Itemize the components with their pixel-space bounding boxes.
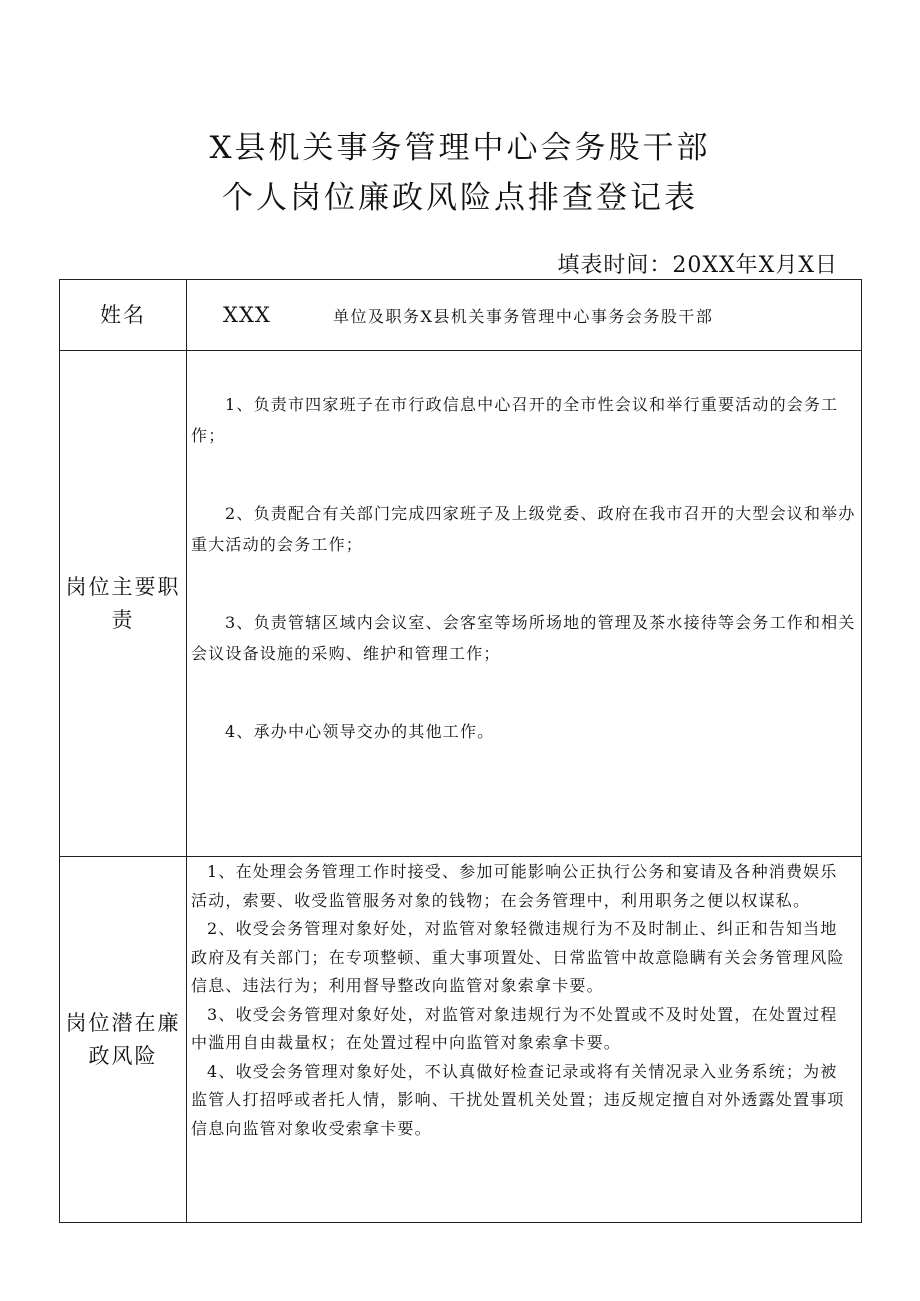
duties-row	[60, 351, 862, 857]
risks-list	[187, 857, 861, 1143]
duty-item: 1、负责市四家班子在市行政信息中心召开的全市性会议和举行重要活动的会务工作；	[191, 395, 839, 445]
risk-item: 4、收受会务管理对象好处，不认真做好检查记录或将有关情况录入业务系统；为被监管人打招呼或者托人情，影响、干扰处置机关处置；违反规定擅自对外透露处置事项信息向监管对象收受索拿卡要。	[191, 1061, 845, 1138]
registration-table	[59, 279, 862, 1223]
risks-row	[60, 857, 862, 1223]
duties-list	[187, 351, 861, 747]
name-value-cell	[187, 280, 862, 351]
risks-label: 岗位潜在廉政风险	[65, 1010, 181, 1068]
name-label: 姓名	[100, 302, 146, 327]
risk-item: 2、收受会务管理对象好处，对监管对象轻微违规行为不及时制止、纠正和告知当地政府及有关部门；在专项整顿、重大事项置处、日常监管中故意隐瞒有关会务管理风险信息、违法行为；利用督导整改向监管对象索拿卡要。	[191, 919, 845, 995]
unit-label: 单位及职务	[333, 306, 421, 326]
duty-item: 4、承办中心领导交办的其他工作。	[225, 722, 495, 741]
duty-item: 3、负责管辖区域内会议室、会客室等场所场地的管理及茶水接待等会务工作和相关会议设备设施的采购、维护和管理工作；	[191, 613, 856, 663]
risks-cell	[187, 857, 862, 1223]
duties-label-cell	[60, 351, 187, 857]
name-unit-group	[187, 280, 861, 350]
fill-date: 填表时间：20XX年X月X日	[557, 253, 838, 278]
risk-item: 3、收受会务管理对象好处，对监管对象违规行为不处置或不及时处置，在处置过程中滥用自由裁量权；在处置过程中向监管对象索拿卡要。	[191, 1004, 838, 1052]
document-title-line-2: 个人岗位廉政风险点排查登记表	[222, 180, 698, 216]
risks-label-cell	[60, 857, 187, 1223]
document-title-line-1: X县机关事务管理中心会务股干部	[209, 130, 711, 166]
risk-item: 1、在处理会务管理工作时接受、参加可能影响公正执行公务和宴请及各种消费娱乐活动，索要、收受监管服务对象的钱物；在会务管理中，利用职务之便以权谋私。	[191, 862, 838, 910]
duty-item: 2、负责配合有关部门完成四家班子及上级党委、政府在我市召开的大型会议和举办重大活动的会务工作；	[191, 504, 856, 554]
name-value: XXX	[223, 303, 271, 327]
unit-value: X县机关事务管理中心事务会务股干部	[420, 306, 714, 326]
duties-label: 岗位主要职责	[65, 574, 181, 632]
name-label-cell	[60, 280, 187, 351]
duties-cell	[187, 351, 862, 857]
name-row	[60, 280, 862, 351]
